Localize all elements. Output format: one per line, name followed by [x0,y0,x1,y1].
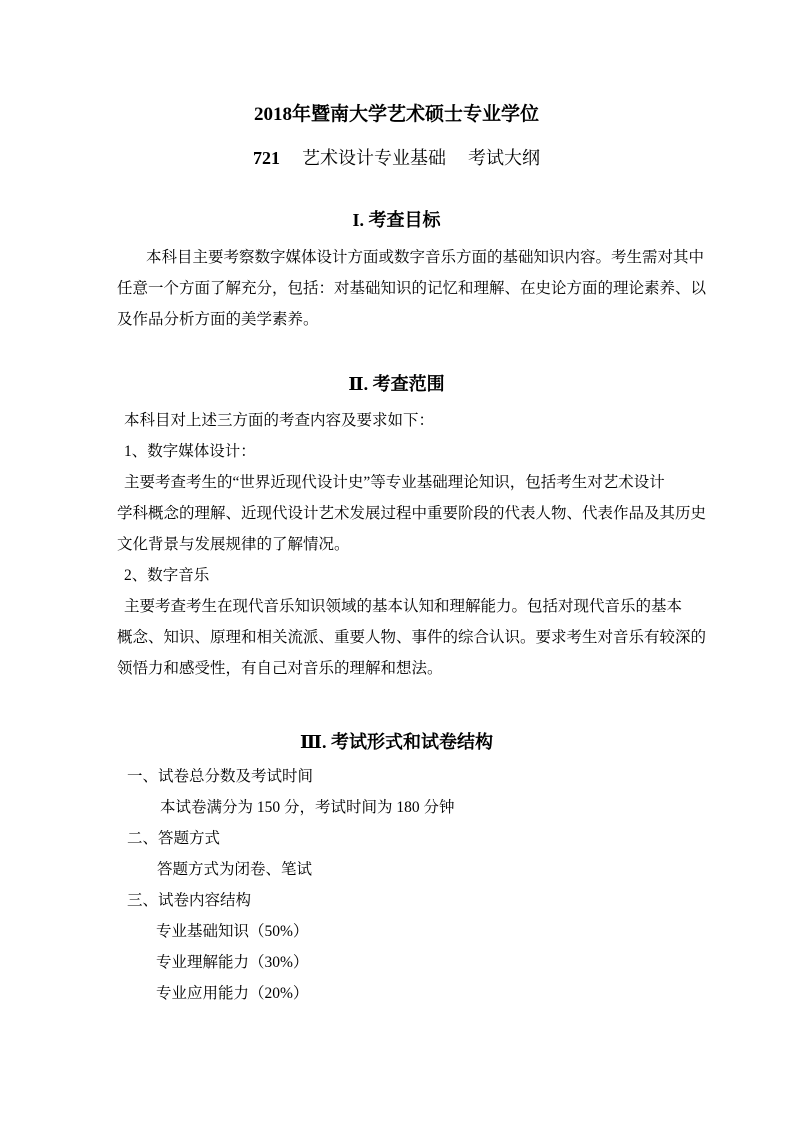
paragraph-line: 学科概念的理解、近现代设计艺术发展过程中重要阶段的代表人物、代表作品及其历史 [117,505,707,522]
paragraph-line: 领悟力和感受性，有自己对音乐的理解和想法。 [117,660,443,677]
scope-intro: 本科目对上述三方面的考查内容及要求如下： [124,412,435,429]
format-item-content: 本试卷满分为 150 分，考试时间为 180 分钟 [160,799,455,816]
document-subtitle [0,148,793,168]
document-title: 2018年暨南大学艺术硕士专业学位 [253,104,539,125]
paragraph-line: 及作品分析方面的美学素养。 [117,311,319,328]
format-item-content: 答题方式为闭卷、笔试 [157,861,313,878]
paragraph-line: 任意一个方面了解充分，包括：对基础知识的记忆和理解、在史论方面的理论素养、以 [117,280,707,297]
format-item-content: 专业应用能力（20%） [156,985,309,1002]
section-heading-scope: Ⅱ. 考查范围 [348,374,445,394]
paragraph-line: 本科目主要考察数字媒体设计方面或数字音乐方面的基础知识内容。考生需对其中 [146,249,705,266]
paragraph-line: 文化背景与发展规律的了解情况。 [117,536,350,553]
format-item-label: 三、试卷内容结构 [127,892,252,909]
format-item-content: 专业基础知识（50%） [156,923,309,940]
section-heading-exam-format: Ⅲ. 考试形式和试卷结构 [300,732,493,752]
paragraph-line: 概念、知识、原理和相关流派、重要人物、事件的综合认识。要求考生对音乐有较深的 [117,629,707,646]
format-item-content: 专业理解能力（30%） [156,954,309,971]
paragraph-line: 主要考查考生的“世界近现代设计史”等专业基础理论知识，包括考生对艺术设计 [124,474,665,491]
scope-item-label: 2、数字音乐 [124,567,210,584]
format-item-label: 一、试卷总分数及考试时间 [127,768,314,785]
document-type: 考试大纲 [468,148,540,168]
subject-name: 艺术设计专业基础 [302,148,446,168]
format-item-label: 二、答题方式 [127,830,221,847]
section-heading-objectives: I. 考查目标 [352,210,441,230]
paragraph-line: 主要考查考生在现代音乐知识领域的基本认知和理解能力。包括对现代音乐的基本 [124,598,683,615]
scope-item-label: 1、数字媒体设计： [124,443,256,460]
subject-code: 721 [253,148,280,168]
